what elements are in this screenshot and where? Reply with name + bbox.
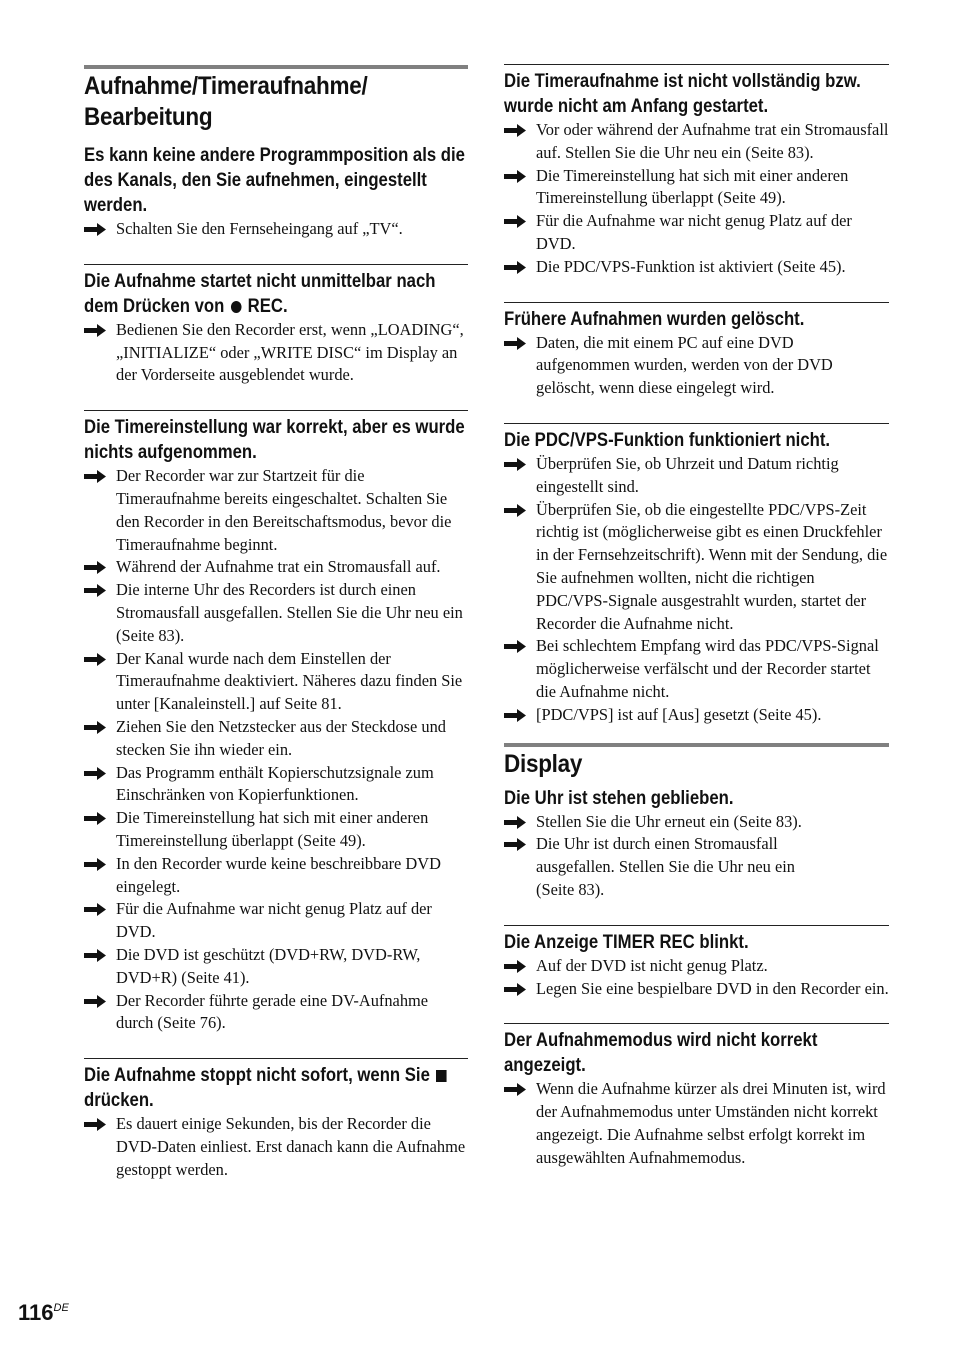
topic-title: Der Aufnahmemodus wird nicht korrekt angezeigt. <box>504 1030 818 1077</box>
topic-right-1 <box>504 302 889 400</box>
topic-right-4 <box>504 925 889 1001</box>
topic-right-2 <box>504 423 889 727</box>
record-icon <box>231 301 242 313</box>
solution-item: Es dauert einige Sekunden, bis der Recorder die DVD-Daten einliest. Erst danach kann die Aufnahme gestoppt werden. <box>84 1113 468 1181</box>
solution-item: Bedienen Sie den Recorder erst, wenn „LOADING“, „INITIALIZE“ oder „WRITE DISC“ im Display an der Vorderseite ausgeblendet wurde. <box>84 319 468 387</box>
topic-title: Es kann keine andere Programmposition als die des Kanals, den Sie aufnehmen, eingestellt werden. <box>84 145 465 216</box>
solution-list <box>504 119 889 279</box>
topic-left-2 <box>84 410 468 1035</box>
solution-item: Das Programm enthält Kopierschutzsignale zum Einschränken von Kopierfunktionen. <box>84 762 468 808</box>
arrow-right-icon <box>504 709 526 722</box>
solution-list <box>504 332 889 400</box>
arrow-right-icon <box>504 960 526 973</box>
topic-title: Frühere Aufnahmen wurden gelöscht. <box>504 308 805 330</box>
solution-list <box>504 453 889 727</box>
solution-item: [PDC/VPS] ist auf [Aus] gesetzt (Seite 45). <box>504 704 889 727</box>
arrow-right-icon <box>84 812 106 825</box>
solution-item: Stellen Sie die Uhr erneut ein (Seite 83). <box>504 811 889 834</box>
topic-right-0 <box>504 64 889 279</box>
arrow-right-icon <box>84 324 106 337</box>
stop-icon <box>436 1070 447 1082</box>
solution-item: Die Uhr ist durch einen Stromausfall ausgefallen. Stellen Sie die Uhr neu ein (Seite 83). <box>504 833 889 901</box>
solution-item: Für die Aufnahme war nicht genug Platz auf der DVD. <box>504 210 889 256</box>
topic-title: Die PDC/VPS-Funktion funktioniert nicht. <box>504 429 831 451</box>
arrow-right-icon <box>84 653 106 666</box>
arrow-right-icon <box>84 858 106 871</box>
arrow-right-icon <box>84 1118 106 1131</box>
solution-list <box>84 465 468 1035</box>
arrow-right-icon <box>504 124 526 137</box>
solution-item: In den Recorder wurde keine beschreibbare DVD eingelegt. <box>84 853 468 899</box>
topic-right-3 <box>504 786 889 902</box>
solution-item: Überprüfen Sie, ob die eingestellte PDC/VPS-Zeit richtig ist (möglicherweise gibt es einen Druckfehler in der Fernsehzeitschrift). Wenn mit der Sendung, die Sie aufnehmen wollten, nicht die richtigen PDC/VPS-Signale ausgestrahlt wurden, startet der Recorder die Aufnahme nicht. <box>504 499 889 636</box>
solution-item: Wenn die Aufnahme kürzer als drei Minuten ist, wird der Aufnahmemodus unter Umständen nicht korrekt angezeigt. Die Aufnahme selbst erfolgt korrekt im ausgewählten Aufnahmemodus. <box>504 1078 889 1169</box>
arrow-right-icon <box>84 767 106 780</box>
topic-title: Die Timeraufnahme ist nicht vollständig bzw. wurde nicht am Anfang gestartet. <box>504 71 861 117</box>
arrow-right-icon <box>84 721 106 734</box>
arrow-right-icon <box>84 223 106 236</box>
section-recording <box>84 65 468 133</box>
solution-list <box>84 218 468 241</box>
solution-item: Ziehen Sie den Netzstecker aus der Steckdose und stecken Sie ihn wieder ein. <box>84 716 468 762</box>
page-number: 116DE <box>18 1300 69 1325</box>
solution-item: Legen Sie eine bespielbare DVD in den Recorder ein. <box>504 978 889 1001</box>
arrow-right-icon <box>504 215 526 228</box>
section-display <box>504 743 889 780</box>
topic-left-0 <box>84 143 468 241</box>
arrow-right-icon <box>504 1083 526 1096</box>
arrow-right-icon <box>84 903 106 916</box>
solution-item: Überprüfen Sie, ob Uhrzeit und Datum richtig eingestellt sind. <box>504 453 889 499</box>
topic-title: Die Timereinstellung war korrekt, aber es wurde nichts aufgenommen. <box>84 417 465 464</box>
topic-title: Die Anzeige TIMER REC blinkt. <box>504 931 749 953</box>
arrow-right-icon <box>504 640 526 653</box>
right-column <box>504 64 889 1170</box>
arrow-right-icon <box>504 261 526 274</box>
topic-right-5 <box>504 1023 889 1169</box>
solution-list <box>504 1078 889 1169</box>
solution-item: Die interne Uhr des Recorders ist durch einen Stromausfall ausgefallen. Stellen Sie die Uhr neu ein (Seite 83). <box>84 579 468 647</box>
section-title-display: Display <box>504 749 583 778</box>
solution-item: Auf der DVD ist nicht genug Platz. <box>504 955 889 978</box>
solution-item: Der Kanal wurde nach dem Einstellen der Timeraufnahme deaktiviert. Näheres dazu finden Sie unter [Kanaleinstell.] auf Seite 81. <box>84 648 468 716</box>
solution-item: Während der Aufnahme trat ein Stromausfall auf. <box>84 556 468 579</box>
arrow-right-icon <box>84 470 106 483</box>
arrow-right-icon <box>504 838 526 851</box>
topic-left-3 <box>84 1058 468 1181</box>
solution-item: Vor oder während der Aufnahme trat ein Stromausfall auf. Stellen Sie die Uhr neu ein (Seite 83). <box>504 119 889 165</box>
topic-title: Die Aufnahme stoppt nicht sofort, wenn Sie drücken. <box>84 1063 469 1113</box>
solution-item: Für die Aufnahme war nicht genug Platz auf der DVD. <box>84 898 468 944</box>
solution-item: Der Recorder war zur Startzeit für die Timeraufnahme bereits eingeschaltet. Schalten Sie den Recorder in den Bereitschaftsmodus, bevor die Timeraufnahme beginnt. <box>84 465 468 556</box>
arrow-right-icon <box>504 337 526 350</box>
solution-item: Schalten Sie den Fernseheingang auf „TV“. <box>84 218 468 241</box>
solution-list <box>504 811 889 902</box>
solution-item: Der Recorder führte gerade eine DV-Aufnahme durch (Seite 76). <box>84 990 468 1036</box>
solution-item: Die DVD ist geschützt (DVD+RW, DVD-RW, DVD+R) (Seite 41). <box>84 944 468 990</box>
arrow-right-icon <box>84 995 106 1008</box>
topic-title: Die Aufnahme startet nicht unmittelbar nach dem Drücken von REC. <box>84 270 436 317</box>
arrow-right-icon <box>504 816 526 829</box>
arrow-right-icon <box>504 458 526 471</box>
solution-item: Bei schlechtem Empfang wird das PDC/VPS-Signal möglicherweise verfälscht und der Recorder startet die Aufnahme nicht. <box>504 635 889 703</box>
solution-item: Daten, die mit einem PC auf eine DVD aufgenommen wurden, werden von der DVD gelöscht, wenn diese eingelegt wird. <box>504 332 889 400</box>
section-title-recording: Aufnahme/Timeraufnahme/ Bearbeitung <box>84 72 368 131</box>
arrow-right-icon <box>84 584 106 597</box>
arrow-right-icon <box>84 561 106 574</box>
arrow-right-icon <box>84 949 106 962</box>
arrow-right-icon <box>504 983 526 996</box>
left-column <box>84 65 468 1182</box>
solution-list <box>504 955 889 1001</box>
solution-item: Die PDC/VPS-Funktion ist aktiviert (Seite 45). <box>504 256 889 279</box>
solution-item: Die Timereinstellung hat sich mit einer anderen Timereinstellung überlappt (Seite 49). <box>504 165 889 211</box>
topic-title: Die Uhr ist stehen geblieben. <box>504 787 734 809</box>
solution-list <box>84 319 468 387</box>
arrow-right-icon <box>504 170 526 183</box>
solution-list <box>84 1113 468 1181</box>
topic-left-1 <box>84 264 468 387</box>
language-code: DE <box>53 1302 69 1314</box>
solution-item: Die Timereinstellung hat sich mit einer anderen Timereinstellung überlappt (Seite 49). <box>84 807 468 853</box>
arrow-right-icon <box>504 504 526 517</box>
